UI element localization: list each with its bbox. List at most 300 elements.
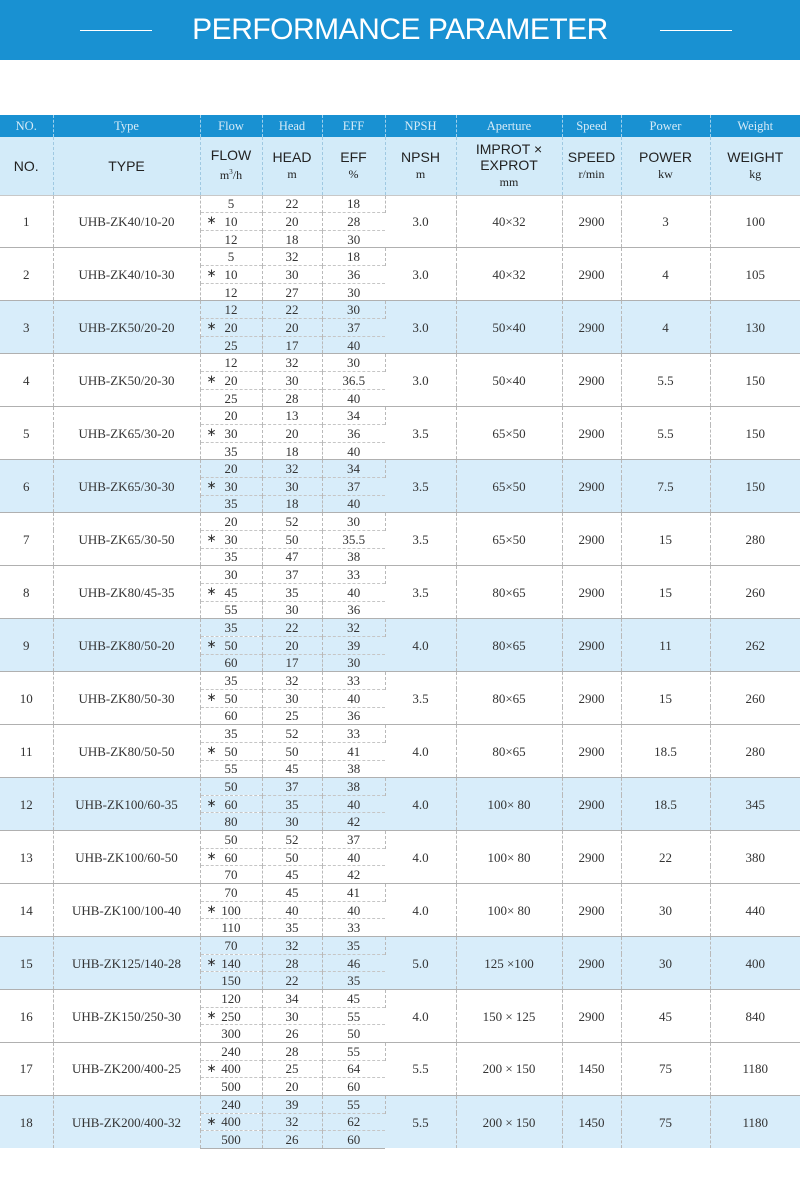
head-cell: 35 [262,795,322,813]
aperture-cell: 65×50 [456,513,562,566]
flow-value: 120 [221,990,241,1006]
aperture-cell: 100× 80 [456,831,562,884]
aperture-cell: 50×40 [456,301,562,354]
row-number: 15 [0,937,53,990]
npsh-cell: 5.5 [385,1043,456,1096]
head-cell: 20 [262,213,322,231]
npsh-cell: 3.5 [385,407,456,460]
flow-cell [200,442,262,460]
flow-value: 400 [221,1114,241,1130]
speed-cell: 2900 [562,884,621,937]
flow-cell [200,319,262,337]
power-cell: 75 [621,1095,710,1148]
npsh-cell: 3.5 [385,513,456,566]
aperture-cell: 150 × 125 [456,990,562,1043]
eff-cell: 46 [322,954,385,972]
row-number: 18 [0,1095,53,1148]
flow-cell [200,230,262,248]
table-row [0,937,800,955]
flow-value: 35 [224,673,238,689]
flow-cell [200,619,262,637]
speed-cell: 2900 [562,778,621,831]
flow-value: 12 [224,355,238,371]
rated-point-marker: ∗ [206,530,217,545]
table-row [0,354,800,372]
row-type: UHB-ZK50/20-20 [53,301,200,354]
flow-value: 5 [227,249,235,265]
row-number: 8 [0,566,53,619]
power-cell: 11 [621,619,710,672]
flow-cell [200,478,262,496]
npsh-cell: 4.0 [385,619,456,672]
head-cell: 52 [262,831,322,849]
column-header-unit: m [287,166,297,181]
eff-cell: 40 [322,583,385,601]
flow-value: 500 [221,1079,241,1095]
flow-value: 25 [224,390,238,406]
flow-value: 10 [224,213,238,229]
weight-cell: 260 [710,672,800,725]
weight-cell: 380 [710,831,800,884]
aperture-cell: 40×32 [456,195,562,248]
aperture-cell: 80×65 [456,619,562,672]
head-cell: 30 [262,689,322,707]
npsh-cell: 3.0 [385,248,456,301]
speed-cell: 2900 [562,672,621,725]
table-row [0,460,800,478]
flow-value: 30 [224,531,238,547]
flow-cell [200,336,262,354]
power-cell: 15 [621,566,710,619]
speed-cell: 2900 [562,725,621,778]
npsh-cell: 4.0 [385,778,456,831]
row-number: 1 [0,195,53,248]
flow-cell [200,548,262,566]
flow-value: 150 [221,973,241,989]
flow-cell [200,725,262,743]
column-header [322,137,385,195]
flow-cell [200,972,262,990]
row-type: UHB-ZK125/140-28 [53,937,200,990]
head-cell: 34 [262,990,322,1008]
row-type: UHB-ZK40/10-30 [53,248,200,301]
flow-cell [200,583,262,601]
flow-cell [200,813,262,831]
eff-cell: 50 [322,1025,385,1043]
head-cell: 30 [262,478,322,496]
eff-cell: 41 [322,742,385,760]
flow-cell [200,495,262,513]
flow-value: 35 [224,496,238,512]
column-caption: Weight [710,115,800,137]
table-row [0,672,800,690]
flow-value: 12 [224,302,238,318]
weight-cell: 150 [710,460,800,513]
head-cell: 39 [262,1095,322,1113]
column-header [456,137,562,195]
npsh-cell: 5.5 [385,1095,456,1148]
flow-value: 20 [224,372,238,388]
flow-cell [200,372,262,390]
speed-cell: 2900 [562,937,621,990]
flow-value: 300 [221,1026,241,1042]
speed-cell: 2900 [562,831,621,884]
eff-cell: 60 [322,1078,385,1096]
eff-cell: 55 [322,1095,385,1113]
speed-cell: 2900 [562,407,621,460]
column-caption: Speed [562,115,621,137]
flow-cell [200,954,262,972]
flow-cell [200,937,262,955]
flow-value: 500 [221,1132,241,1148]
flow-value: 140 [221,955,241,971]
rated-point-marker: ∗ [206,478,217,492]
eff-cell: 35 [322,972,385,990]
flow-value: 100 [221,902,241,918]
column-header-unit: % [348,166,359,181]
performance-table [0,115,800,1149]
head-cell: 18 [262,442,322,460]
flow-cell [200,672,262,690]
flow-value: 60 [224,655,238,671]
table-row [0,990,800,1008]
rated-point-marker: ∗ [206,795,217,810]
speed-cell: 2900 [562,248,621,301]
weight-cell: 150 [710,354,800,407]
row-type: UHB-ZK100/60-35 [53,778,200,831]
row-type: UHB-ZK80/50-20 [53,619,200,672]
flow-cell [200,795,262,813]
row-number: 4 [0,354,53,407]
flow-cell [200,990,262,1008]
row-number: 16 [0,990,53,1043]
flow-value: 250 [221,1008,241,1024]
column-header-unit: m [415,166,426,181]
speed-cell: 2900 [562,460,621,513]
head-cell: 32 [262,354,322,372]
eff-cell: 60 [322,1131,385,1149]
eff-cell: 33 [322,566,385,584]
column-header-unit: r/min [578,166,605,181]
row-number: 13 [0,831,53,884]
weight-cell: 150 [710,407,800,460]
eff-cell: 40 [322,495,385,513]
eff-cell: 33 [322,725,385,743]
column-header-unit: kg [749,166,762,181]
power-cell: 15 [621,513,710,566]
flow-cell [200,1043,262,1061]
flow-value: 45 [224,584,238,600]
head-cell: 20 [262,636,322,654]
flow-value: 25 [224,337,238,353]
rated-point-marker: ∗ [206,213,217,228]
flow-value: 50 [224,831,238,847]
head-cell: 20 [262,319,322,337]
column-header [53,137,200,195]
flow-cell [200,866,262,884]
power-cell: 30 [621,937,710,990]
weight-cell: 260 [710,566,800,619]
head-cell: 20 [262,425,322,443]
head-cell: 45 [262,866,322,884]
table-row [0,301,800,319]
flow-cell [200,213,262,231]
eff-cell: 18 [322,248,385,266]
table-row [0,884,800,902]
flow-value: 50 [224,778,238,794]
aperture-cell: 200 × 150 [456,1043,562,1096]
page-title: PERFORMANCE PARAMETER [192,13,608,46]
head-cell: 30 [262,266,322,284]
power-cell: 18.5 [621,725,710,778]
head-cell: 22 [262,195,322,213]
flow-value: 400 [221,1061,241,1077]
row-type: UHB-ZK65/30-30 [53,460,200,513]
flow-value: 50 [224,637,238,653]
head-cell: 17 [262,654,322,672]
flow-cell [200,301,262,319]
flow-cell [200,407,262,425]
eff-cell: 33 [322,672,385,690]
row-number: 12 [0,778,53,831]
column-caption: Type [53,115,200,137]
power-cell: 22 [621,831,710,884]
table-row [0,407,800,425]
flow-value: 30 [224,478,238,494]
flow-cell [200,1131,262,1149]
eff-cell: 37 [322,319,385,337]
npsh-cell: 5.0 [385,937,456,990]
head-cell: 32 [262,1113,322,1131]
head-cell: 52 [262,725,322,743]
flow-cell [200,760,262,778]
eff-cell: 40 [322,901,385,919]
aperture-cell: 50×40 [456,354,562,407]
npsh-cell: 4.0 [385,725,456,778]
eff-cell: 55 [322,1007,385,1025]
column-header [385,137,456,195]
column-header [262,137,322,195]
flow-cell [200,636,262,654]
rated-point-marker: ∗ [206,848,217,863]
flow-cell [200,248,262,266]
row-number: 3 [0,301,53,354]
flow-value: 60 [224,708,238,724]
flow-value: 55 [224,602,238,618]
flow-cell [200,1060,262,1078]
table-row [0,831,800,849]
rated-point-marker: ∗ [206,266,217,281]
eff-cell: 32 [322,619,385,637]
head-cell: 22 [262,301,322,319]
row-number: 17 [0,1043,53,1096]
row-type: UHB-ZK100/100-40 [53,884,200,937]
flow-value: 30 [224,567,238,583]
row-type: UHB-ZK200/400-25 [53,1043,200,1096]
table-row [0,248,800,266]
column-header [621,137,710,195]
eff-cell: 18 [322,195,385,213]
flow-value: 70 [224,867,238,883]
flow-cell [200,601,262,619]
aperture-cell: 65×50 [456,407,562,460]
flow-value: 60 [224,796,238,812]
flow-cell [200,919,262,937]
power-cell: 30 [621,884,710,937]
flow-cell [200,566,262,584]
flow-value: 60 [224,849,238,865]
head-cell: 28 [262,389,322,407]
column-header [0,137,53,195]
weight-cell: 100 [710,195,800,248]
flow-cell [200,513,262,531]
column-header-name: IMPROT × EXPROT [475,140,543,173]
head-cell: 30 [262,601,322,619]
aperture-cell: 125 ×100 [456,937,562,990]
speed-cell: 2900 [562,195,621,248]
row-type: UHB-ZK80/45-35 [53,566,200,619]
npsh-cell: 3.0 [385,301,456,354]
eff-cell: 36 [322,425,385,443]
weight-cell: 130 [710,301,800,354]
head-cell: 17 [262,336,322,354]
power-cell: 75 [621,1043,710,1096]
flow-cell [200,654,262,672]
head-cell: 45 [262,760,322,778]
head-cell: 25 [262,707,322,725]
table-row [0,195,800,213]
flow-cell [200,884,262,902]
head-cell: 22 [262,619,322,637]
npsh-cell: 3.5 [385,672,456,725]
row-type: UHB-ZK65/30-50 [53,513,200,566]
head-cell: 18 [262,495,322,513]
weight-cell: 262 [710,619,800,672]
flow-cell [200,1095,262,1113]
column-header-name: HEAD [272,148,312,165]
column-header-unit: kw [658,166,673,181]
row-number: 7 [0,513,53,566]
table-row [0,778,800,796]
flow-value: 12 [224,231,238,247]
head-cell: 20 [262,1078,322,1096]
eff-cell: 37 [322,831,385,849]
flow-value: 35 [224,443,238,459]
rated-point-marker: ∗ [206,954,217,969]
rated-point-marker: ∗ [206,372,217,387]
eff-cell: 36 [322,266,385,284]
npsh-cell: 3.5 [385,566,456,619]
head-cell: 26 [262,1131,322,1149]
column-header-name: NO. [13,157,39,174]
flow-cell [200,425,262,443]
eff-cell: 40 [322,795,385,813]
head-cell: 25 [262,1060,322,1078]
eff-cell: 38 [322,760,385,778]
head-cell: 50 [262,848,322,866]
flow-value: 5 [227,196,235,212]
head-cell: 50 [262,530,322,548]
eff-cell: 30 [322,230,385,248]
power-cell: 5.5 [621,354,710,407]
weight-cell: 440 [710,884,800,937]
flow-cell [200,460,262,478]
flow-cell [200,266,262,284]
flow-cell [200,195,262,213]
eff-cell: 41 [322,884,385,902]
column-header-unit: mm [499,174,519,189]
row-type: UHB-ZK150/250-30 [53,990,200,1043]
eff-cell: 30 [322,513,385,531]
weight-cell: 105 [710,248,800,301]
flow-value: 20 [224,319,238,335]
npsh-cell: 4.0 [385,990,456,1043]
power-cell: 4 [621,248,710,301]
power-cell: 7.5 [621,460,710,513]
eff-cell: 33 [322,919,385,937]
row-type: UHB-ZK100/60-50 [53,831,200,884]
eff-cell: 37 [322,478,385,496]
power-cell: 15 [621,672,710,725]
column-header [200,137,262,195]
column-header-name: FLOW [210,147,252,164]
title-banner [0,0,800,60]
weight-cell: 400 [710,937,800,990]
head-cell: 28 [262,1043,322,1061]
flow-value: 240 [221,1043,241,1059]
column-caption: NPSH [385,115,456,137]
eff-cell: 30 [322,654,385,672]
head-cell: 50 [262,742,322,760]
speed-cell: 2900 [562,301,621,354]
flow-value: 35 [224,726,238,742]
power-cell: 4 [621,301,710,354]
eff-cell: 30 [322,283,385,301]
head-cell: 37 [262,566,322,584]
eff-cell: 28 [322,213,385,231]
eff-cell: 38 [322,548,385,566]
flow-value: 55 [224,761,238,777]
head-cell: 26 [262,1025,322,1043]
column-caption: Power [621,115,710,137]
rated-point-marker: ∗ [206,319,217,334]
power-cell: 18.5 [621,778,710,831]
row-type: UHB-ZK65/30-20 [53,407,200,460]
rated-point-marker: ∗ [206,1060,217,1075]
row-type: UHB-ZK50/20-30 [53,354,200,407]
head-cell: 32 [262,937,322,955]
npsh-cell: 4.0 [385,831,456,884]
column-header [710,137,800,195]
npsh-cell: 4.0 [385,884,456,937]
rated-point-marker: ∗ [206,1113,217,1128]
head-cell: 27 [262,283,322,301]
flow-cell [200,1007,262,1025]
eff-cell: 36 [322,707,385,725]
head-cell: 32 [262,672,322,690]
speed-cell: 2900 [562,566,621,619]
eff-cell: 42 [322,866,385,884]
head-cell: 22 [262,972,322,990]
column-header-name: TYPE [108,157,145,174]
weight-cell: 280 [710,725,800,778]
head-cell: 52 [262,513,322,531]
rated-point-marker: ∗ [206,636,217,651]
power-cell: 5.5 [621,407,710,460]
aperture-cell: 80×65 [456,672,562,725]
weight-cell: 1180 [710,1043,800,1096]
flow-cell [200,1025,262,1043]
